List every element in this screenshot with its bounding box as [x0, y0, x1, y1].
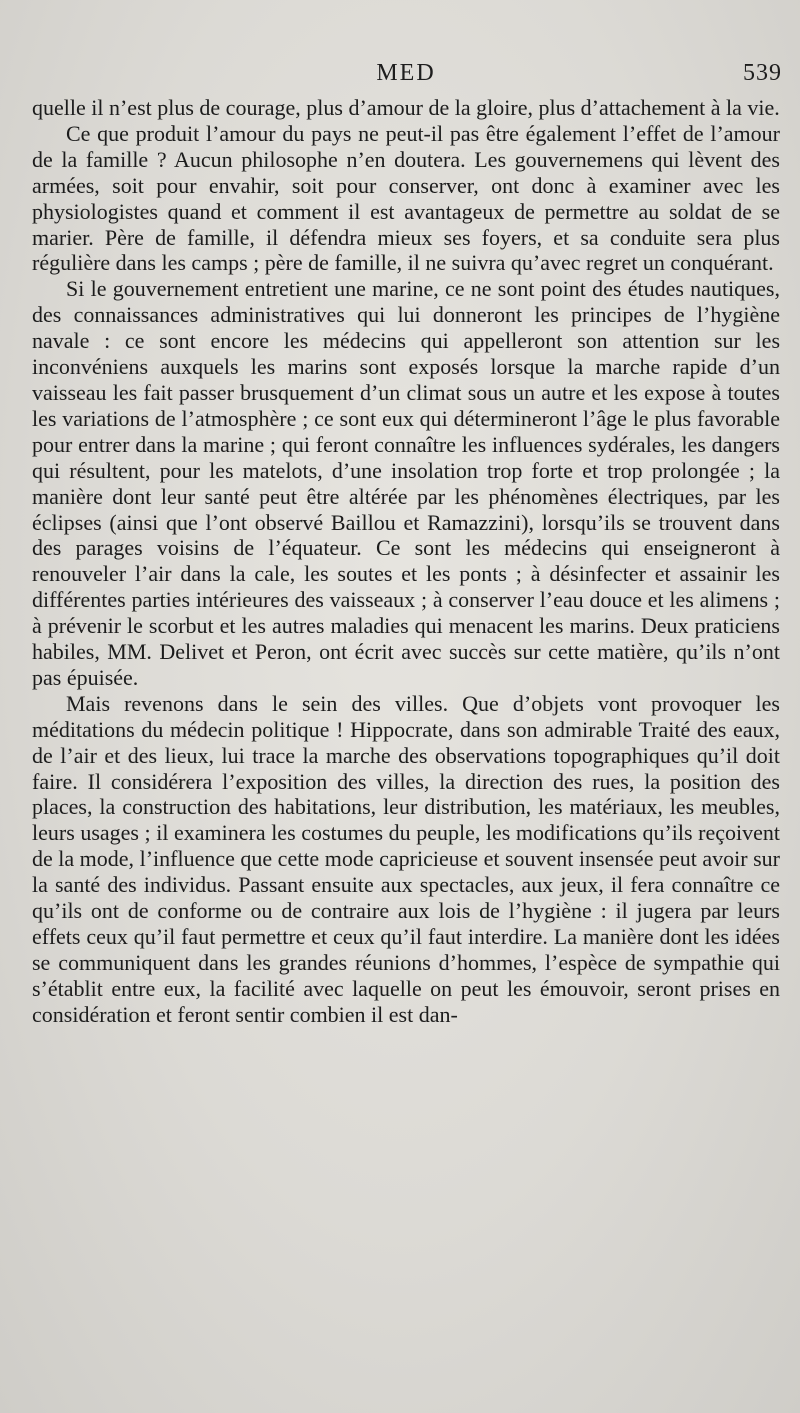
page-header	[30, 60, 782, 94]
running-head: MED	[376, 60, 436, 86]
page-number: 539	[743, 60, 782, 86]
paragraph-naval-hygiene: Si le gouvernement entretient une marine, ce ne sont point des études nautiques, des connaissances administratives qui lui donneront les principes de l’hygiène navale : ce sont encore les médecins qui appelleront son attention sur les inconvéniens auxquels les marins sont exposés lorsque la marche rapide d’un vaisseau les fait passer brusquement d’un climat sous un autre et les expose à toutes les variations de l’atmosphère ; ce sont eux qui détermineront l’âge le plus favorable pour entrer dans la marine ; qui feront connaître les influences sydérales, les dangers qui résultent, pour les matelots, d’une insolation trop forte et trop prolongée ; la manière dont leur santé peut être altérée par les phénomènes électriques, par les éclipses (ainsi que l’ont observé Baillou et Ramazzini), lorsqu’ils se trouvent dans des parages voisins de l’équateur. Ce sont les médecins qui enseigneront à renouveler l’air dans la cale, les soutes et les ponts ; à désinfecter et assainir les différentes parties intérieures des vaisseaux ; à conserver l’eau douce et les alimens ; à prévenir le scorbut et les autres maladies qui menacent les marins. Deux praticiens habiles, MM. Delivet et Peron, ont écrit avec succès sur cette matière, qu’ils n’ont pas épuisée.	[32, 276, 780, 690]
paragraph-family: Ce que produit l’amour du pays ne peut-il pas être également l’effet de l’amour de la famille ? Aucun philosophe n’en doutera. Les gouvernemens qui lèvent des armées, soit pour envahir, soit pour conserver, ont donc à examiner avec les physiologistes quand et comment il est avantageux de permettre au soldat de se marier. Père de famille, il défendra mieux ses foyers, et sa conduite sera plus régulière dans les camps ; père de famille, il ne suivra qu’avec regret un conquérant.	[32, 120, 780, 276]
paragraph-continuation: quelle il n’est plus de courage, plus d’amour de la gloire, plus d’attachement à la vie.	[32, 95, 780, 120]
body-text	[32, 95, 780, 1028]
paragraph-cities: Mais revenons dans le sein des villes. Que d’objets vont provoquer les méditations du médecin politique ! Hippocrate, dans son admirable Traité des eaux, de l’air et des lieux, lui trace la marche des observations topographiques qu’il doit faire. Il considérera l’exposition des villes, la direction des rues, la position des places, la construction des habitations, leur distribution, les matériaux, les meubles, leurs usages ; il examinera les costumes du peuple, les modifications qu’ils reçoivent de la mode, l’influence que cette mode capricieuse et souvent insensée peut avoir sur la santé des individus. Passant ensuite aux spectacles, aux jeux, il fera connaître ce qu’ils ont de conforme ou de contraire aux lois de l’hygiène : il jugera par leurs effets ceux qu’il faut permettre et ceux qu’il faut interdire. La manière dont les idées se communiquent dans les grandes réunions d’hommes, l’espèce de sympathie qui s’établit entre eux, la facilité avec laquelle on peut les émouvoir, seront prises en considération et feront sentir combien il est dan-	[32, 690, 780, 1027]
